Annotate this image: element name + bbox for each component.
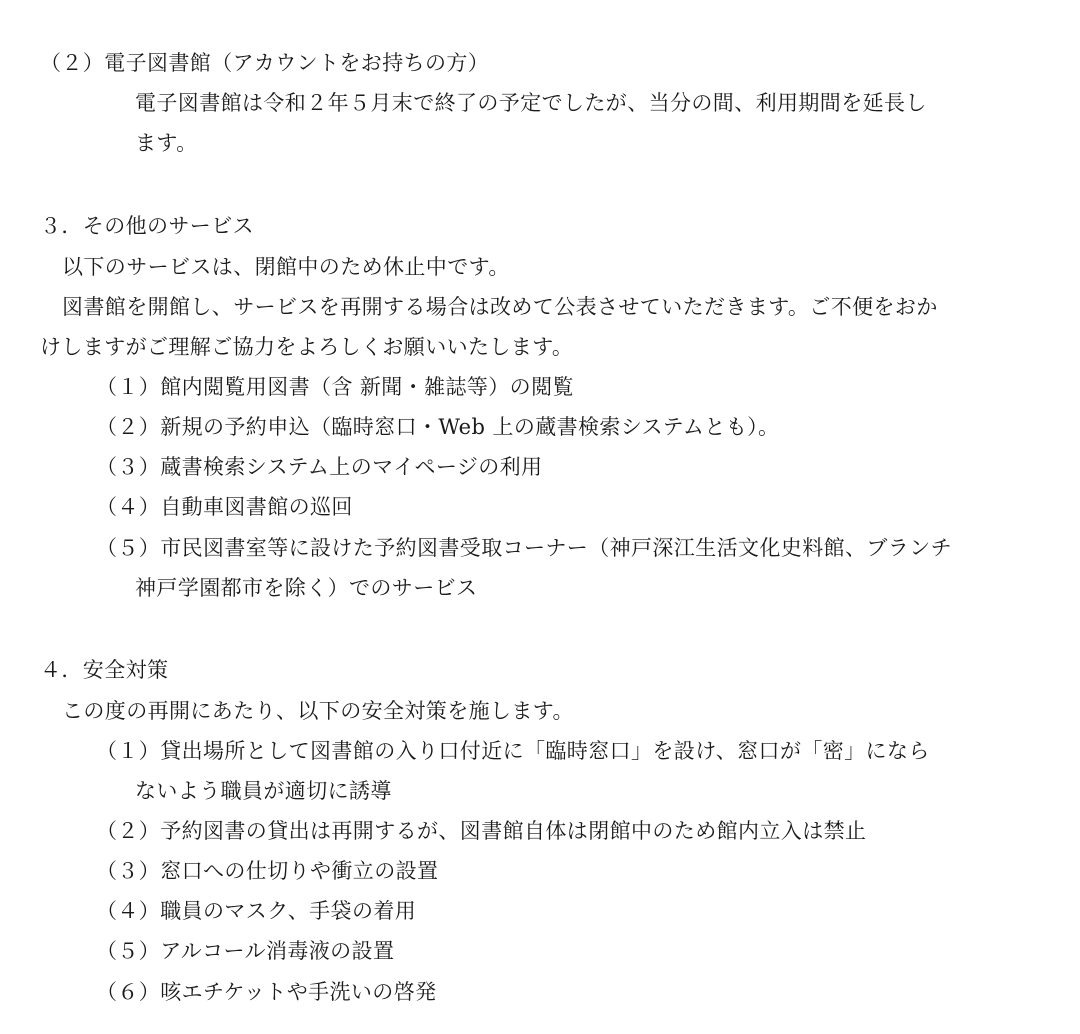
- section4-heading: ４．安全対策: [40, 658, 169, 682]
- section4-list-item: （２）予約図書の貸出は再開するが、図書館自体は閉館中のため館内立入は禁止: [96, 819, 867, 843]
- section4-list-item-continuation: ないよう職員が適切に誘導: [135, 779, 392, 803]
- section3-para2-line1: 図書館を開館し、サービスを再開する場合は改めて公表させていただきます。ご不便をおか: [62, 295, 938, 319]
- section3-list-item: （３）蔵書検索システム上のマイページの利用: [96, 455, 543, 479]
- section4-list-item: （４）職員のマスク、手袋の着用: [96, 899, 417, 923]
- electronic-library-body-line1: 電子図書館は令和２年５月末で終了の予定でしたが、当分の間、利用期間を延長し: [135, 91, 927, 115]
- section4-intro: この度の再開にあたり、以下の安全対策を施します。: [62, 699, 574, 723]
- section3-para2-line2: けしますがご理解ご協力をよろしくお願いいたします。: [40, 335, 574, 359]
- section3-heading: ３．その他のサービス: [40, 214, 254, 238]
- section3-list-item: （２）新規の予約申込（臨時窓口・Web 上の蔵書検索システムとも）。: [96, 415, 780, 439]
- section4-list-item: （３）窓口への仕切りや衝立の設置: [96, 859, 439, 883]
- section4-list-item: （１）貸出場所として図書館の入り口付近に「臨時窓口」を設け、窓口が「密」になら: [96, 739, 930, 763]
- electronic-library-body-line2: ます。: [135, 131, 198, 155]
- section3-para1: 以下のサービスは、閉館中のため休止中です。: [62, 255, 510, 279]
- section4-list-item: （５）アルコール消毒液の設置: [96, 939, 395, 963]
- section4-list-item: （６）咳エチケットや手洗いの啓発: [96, 980, 437, 1004]
- section3-list-item: （４）自動車図書館の巡回: [96, 495, 353, 519]
- section3-list-item: （１）館内閲覧用図書（含 新聞・雑誌等）の閲覧: [96, 375, 574, 399]
- section3-list-item: （５）市民図書室等に設けた予約図書受取コーナー（神戸深江生活文化史料館、ブランチ: [96, 536, 952, 560]
- electronic-library-heading: （２）電子図書館（アカウントをお持ちの方）: [40, 51, 490, 75]
- section3-list-item-continuation: 神戸学園都市を除く）でのサービス: [135, 576, 478, 600]
